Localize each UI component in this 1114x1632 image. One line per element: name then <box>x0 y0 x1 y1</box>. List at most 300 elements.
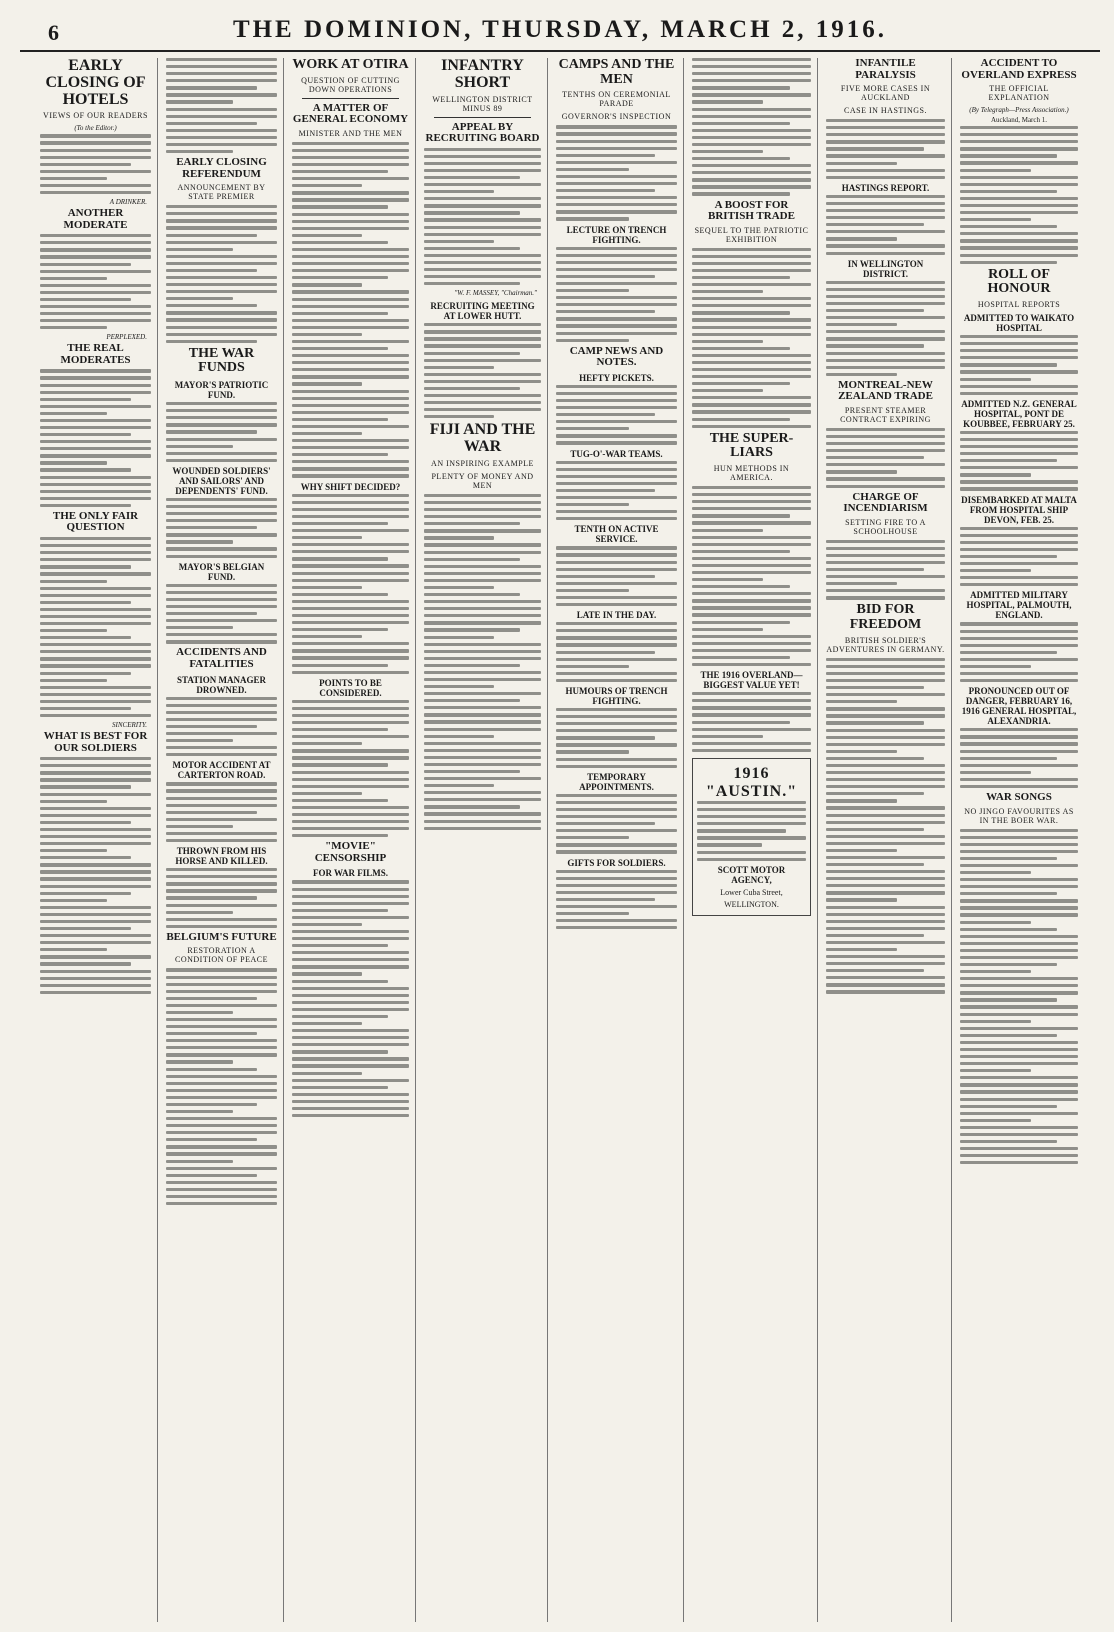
text-line <box>292 319 409 322</box>
text-line <box>556 658 677 661</box>
text-line <box>424 820 541 823</box>
text-line <box>692 347 790 350</box>
headline-soldiers: WHAT IS BEST FOR OUR SOLDIERS <box>43 730 148 754</box>
article-text <box>166 968 277 1205</box>
text-line <box>166 968 277 971</box>
deck-restoration: RESTORATION A CONDITION OF PEACE <box>175 946 268 965</box>
text-line <box>826 435 945 438</box>
text-line <box>166 990 277 993</box>
text-line <box>40 391 151 394</box>
subhead: HASTINGS REPORT. <box>841 182 930 193</box>
text-line <box>292 177 409 180</box>
text-line <box>826 764 945 767</box>
subhead: TUG-O'-WAR TEAMS. <box>570 448 663 459</box>
text-line <box>692 599 811 602</box>
subhead: LECTURE ON TRENCH FIGHTING. <box>566 224 667 245</box>
text-line <box>960 836 1078 839</box>
text-line <box>292 347 388 350</box>
article-text <box>960 527 1078 587</box>
text-line <box>424 515 541 518</box>
text-line <box>166 1004 277 1007</box>
text-line <box>960 785 1078 788</box>
text-line <box>556 829 677 832</box>
text-line <box>424 692 541 695</box>
text-line <box>556 561 677 564</box>
text-line <box>960 991 1078 994</box>
text-line <box>960 452 1078 455</box>
text-line <box>40 170 151 173</box>
text-line <box>166 498 277 501</box>
text-line <box>292 453 388 456</box>
text-line <box>826 891 945 894</box>
text-line <box>960 147 1078 150</box>
text-line <box>960 445 1078 448</box>
text-line <box>166 584 277 587</box>
text-line <box>556 582 677 585</box>
text-line <box>692 649 811 652</box>
text-line <box>292 827 409 830</box>
column-6 <box>692 58 818 1622</box>
headline-fair-question: THE ONLY FAIR QUESTION <box>52 509 139 534</box>
text-line <box>826 216 945 219</box>
text-line <box>826 828 924 831</box>
text-line <box>692 100 763 103</box>
ad-title: 1916 "AUSTIN." <box>705 765 798 801</box>
text-line <box>40 319 151 322</box>
text-line <box>826 693 945 696</box>
text-line <box>826 119 945 122</box>
text-line <box>556 629 677 632</box>
text-line <box>556 475 677 478</box>
text-line <box>166 782 277 785</box>
text-line <box>826 126 945 129</box>
text-line <box>826 337 945 340</box>
text-line <box>692 58 811 61</box>
text-line <box>960 363 1057 366</box>
text-line <box>692 550 790 553</box>
text-line <box>826 470 897 473</box>
text-line <box>424 643 541 646</box>
text-line <box>292 628 388 631</box>
text-line <box>40 440 151 443</box>
text-line <box>166 1110 233 1113</box>
deck-governor: GOVERNOR'S INSPECTION <box>561 112 672 122</box>
text-line <box>292 1050 388 1053</box>
text-line <box>40 270 151 273</box>
text-line <box>692 514 790 517</box>
text-line <box>692 150 763 153</box>
text-line <box>960 169 1031 172</box>
text-line <box>424 621 541 624</box>
text-line <box>826 721 924 724</box>
text-line <box>960 963 1057 966</box>
text-line <box>960 176 1078 179</box>
deck-official: THE OFFICIAL EXPLANATION <box>988 84 1050 103</box>
text-line <box>292 375 409 378</box>
text-line <box>166 438 277 441</box>
text-line <box>40 885 151 888</box>
article-text <box>166 584 277 644</box>
text-line <box>166 248 233 251</box>
to-editor: (To the Editor.) <box>74 124 117 133</box>
text-line <box>960 1005 1078 1008</box>
text-line <box>826 154 945 157</box>
subhead: ADMITTED MILITARY HOSPITAL, PALMOUTH, ENGLAND. <box>966 590 1072 621</box>
article-text <box>166 498 277 558</box>
text-line <box>692 318 811 321</box>
text-line <box>960 431 1078 434</box>
text-line <box>960 1069 1031 1072</box>
text-line <box>166 925 277 928</box>
text-line <box>424 706 541 709</box>
text-line <box>826 906 945 909</box>
text-line <box>960 764 1078 767</box>
text-line <box>692 735 763 738</box>
text-line <box>960 1147 1078 1150</box>
text-line <box>424 607 541 610</box>
text-line <box>960 342 1078 345</box>
text-line <box>292 880 409 883</box>
text-line <box>826 202 945 205</box>
text-line <box>166 983 277 986</box>
article-text <box>292 700 409 838</box>
text-line <box>166 1181 277 1184</box>
text-line <box>692 721 790 724</box>
text-line <box>960 335 1078 338</box>
headline-another-moderate: ANOTHER MODERATE <box>63 207 128 231</box>
text-line <box>424 728 541 731</box>
text-line <box>40 134 151 137</box>
text-line <box>826 962 945 965</box>
text-line <box>826 877 945 880</box>
text-line <box>960 576 1078 579</box>
text-line <box>166 540 233 543</box>
text-line <box>960 949 1078 952</box>
text-line <box>166 129 277 132</box>
text-line <box>40 835 151 838</box>
text-line <box>40 800 107 803</box>
text-line <box>692 157 790 160</box>
text-line <box>292 1043 409 1046</box>
text-line <box>556 510 677 513</box>
text-line <box>556 310 655 313</box>
text-line <box>826 449 945 452</box>
article-text <box>826 428 945 488</box>
text-line <box>292 902 409 905</box>
text-line <box>960 480 1078 483</box>
text-line <box>292 368 409 371</box>
text-line <box>826 898 897 901</box>
text-line <box>692 742 811 745</box>
deck-jingo: NO JINGO FAVOURITES AS IN THE BOER WAR. <box>964 806 1074 825</box>
text-line <box>40 241 151 244</box>
text-line <box>692 86 790 89</box>
article-text <box>826 119 945 179</box>
text-line <box>166 832 277 835</box>
text-line <box>292 579 409 582</box>
text-line <box>292 557 388 560</box>
text-line <box>826 799 897 802</box>
deck-steamer: PRESENT STEAMER CONTRACT EXPIRING <box>840 405 931 424</box>
text-line <box>826 140 945 143</box>
text-line <box>960 583 1078 586</box>
text-line <box>692 713 811 716</box>
text-line <box>40 565 131 568</box>
headline-war-funds: THE WAR FUNDS <box>188 345 255 376</box>
text-line <box>826 252 945 255</box>
text-line <box>960 183 1078 186</box>
text-line <box>424 380 541 383</box>
text-line <box>960 984 1078 987</box>
text-line <box>166 739 233 742</box>
deck-plenty: PLENTY OF MONEY AND MEN <box>431 471 534 490</box>
text-line <box>697 843 762 846</box>
text-line <box>556 489 655 492</box>
text-line <box>166 889 277 892</box>
text-line <box>292 333 362 336</box>
text-line <box>960 665 1031 668</box>
article-text <box>40 234 151 329</box>
text-line <box>826 948 897 951</box>
text-line <box>40 284 151 287</box>
text-line <box>424 636 494 639</box>
text-line <box>166 143 277 146</box>
text-line <box>40 636 131 639</box>
text-line <box>166 459 277 462</box>
article-text <box>40 134 151 194</box>
text-line <box>826 863 924 866</box>
text-line <box>424 742 541 745</box>
text-line <box>692 326 811 329</box>
text-line <box>556 154 655 157</box>
text-line <box>556 427 629 430</box>
text-line <box>166 1075 277 1078</box>
text-line <box>166 1018 277 1021</box>
text-line <box>960 246 1078 249</box>
text-line <box>826 990 945 993</box>
article-text <box>692 692 811 752</box>
text-line <box>556 765 677 768</box>
article-text <box>692 248 811 428</box>
column-2 <box>166 58 284 1622</box>
text-line <box>424 586 494 589</box>
text-line <box>292 170 388 173</box>
text-line <box>556 332 677 335</box>
text-line <box>826 589 945 592</box>
article-text <box>556 794 677 854</box>
subhead: LATE IN THE DAY. <box>576 610 657 621</box>
text-line <box>692 79 811 82</box>
text-line <box>556 261 677 264</box>
text-line <box>556 603 677 606</box>
text-line <box>166 526 257 529</box>
text-line <box>166 1131 277 1134</box>
text-line <box>556 461 677 464</box>
text-line <box>292 529 409 532</box>
text-line <box>556 679 677 682</box>
text-line <box>166 136 277 139</box>
text-line <box>40 447 151 450</box>
text-line <box>166 512 277 515</box>
text-line <box>40 497 151 500</box>
text-line <box>960 349 1078 352</box>
text-line <box>556 919 677 922</box>
text-line <box>556 808 677 811</box>
text-line <box>826 162 897 165</box>
text-line <box>40 544 151 547</box>
text-line <box>960 555 1057 558</box>
text-line <box>166 753 277 756</box>
text-line <box>556 568 677 571</box>
signature: "W. F. MASSEY, "Chairman." <box>454 289 537 298</box>
text-line <box>960 658 1078 661</box>
text-line <box>292 1114 409 1117</box>
text-line <box>40 615 151 618</box>
text-line <box>556 147 677 150</box>
text-line <box>40 657 151 660</box>
text-line <box>826 658 945 661</box>
text-line <box>692 248 811 251</box>
text-line <box>960 1048 1078 1051</box>
deck-tenths: TENTHS ON CEREMONIAL PARADE <box>562 90 671 109</box>
text-line <box>292 707 409 710</box>
text-line <box>166 882 277 885</box>
text-line <box>166 633 277 636</box>
text-line <box>697 822 806 825</box>
text-line <box>40 856 131 859</box>
text-line <box>424 827 541 830</box>
text-line <box>424 387 520 390</box>
subhead: DISEMBARKED AT MALTA FROM HOSPITAL SHIP DEVON, FEB. 25. <box>961 494 1077 525</box>
text-line <box>424 366 494 369</box>
text-line <box>292 756 409 759</box>
text-line <box>40 948 107 951</box>
text-line <box>960 1090 1078 1093</box>
text-line <box>697 836 806 839</box>
text-line <box>166 640 277 643</box>
text-line <box>556 140 677 143</box>
text-line <box>166 212 277 215</box>
text-line <box>40 608 151 611</box>
text-line <box>826 176 945 179</box>
text-line <box>556 891 677 894</box>
text-line <box>292 965 409 968</box>
text-line <box>40 580 107 583</box>
text-line <box>166 1060 233 1063</box>
headline-paralysis: INFANTILE PARALYSIS <box>855 58 916 81</box>
text-line <box>960 672 1078 675</box>
text-line <box>960 644 1078 647</box>
text-line <box>292 785 409 788</box>
article-text <box>40 369 151 507</box>
text-line <box>292 937 409 940</box>
text-line <box>292 792 362 795</box>
text-line <box>166 591 277 594</box>
text-line <box>166 445 233 448</box>
text-line <box>292 248 409 251</box>
text-line <box>292 642 409 645</box>
text-line <box>424 211 520 214</box>
text-line <box>556 905 677 908</box>
text-line <box>556 884 677 887</box>
divider <box>434 117 531 118</box>
text-line <box>166 896 257 899</box>
text-line <box>692 164 811 167</box>
text-line <box>292 283 362 286</box>
text-line <box>166 555 277 558</box>
text-line <box>826 934 924 937</box>
text-line <box>166 804 277 807</box>
text-line <box>692 564 811 567</box>
article-text <box>292 880 409 1117</box>
text-line <box>556 750 629 753</box>
text-line <box>826 757 924 760</box>
text-line <box>960 864 1078 867</box>
text-line <box>292 418 388 421</box>
text-line <box>40 248 151 251</box>
text-line <box>166 626 233 629</box>
text-line <box>424 812 541 815</box>
text-line <box>826 244 945 247</box>
text-line <box>292 994 409 997</box>
text-line <box>960 1098 1078 1101</box>
text-line <box>424 678 541 681</box>
masthead <box>20 6 1100 52</box>
text-line <box>826 976 945 979</box>
text-line <box>292 987 409 990</box>
deck-hospital: HOSPITAL REPORTS <box>977 300 1061 310</box>
text-line <box>692 571 811 574</box>
text-line <box>40 572 151 575</box>
text-line <box>292 326 409 329</box>
text-line <box>292 340 409 343</box>
subhead: RECRUITING MEETING AT LOWER HUTT. <box>430 301 535 322</box>
text-line <box>692 122 790 125</box>
text-line <box>292 298 409 301</box>
text-line <box>692 578 763 581</box>
text-line <box>960 1020 1031 1023</box>
text-line <box>424 579 541 582</box>
text-line <box>826 359 945 362</box>
text-line <box>166 122 257 125</box>
text-line <box>292 361 409 364</box>
text-line <box>692 171 811 174</box>
text-line <box>166 150 233 153</box>
text-line <box>166 340 257 343</box>
text-line <box>556 575 655 578</box>
text-line <box>40 913 151 916</box>
text-line <box>556 801 677 804</box>
text-line <box>40 785 131 788</box>
text-line <box>424 282 520 285</box>
text-line <box>40 156 151 159</box>
text-line <box>166 86 257 89</box>
subhead: PRONOUNCED OUT OF DANGER, FEBRUARY 16, 1916 GENERAL HOSPITAL, ALEXANDRIA. <box>961 686 1077 727</box>
text-line <box>826 169 945 172</box>
text-line <box>826 870 945 873</box>
text-line <box>826 821 945 824</box>
text-line <box>960 569 1031 572</box>
text-line <box>166 1117 277 1120</box>
text-line <box>424 359 541 362</box>
text-line <box>292 888 409 891</box>
text-line <box>960 562 1078 565</box>
text-line <box>556 815 677 818</box>
text-line <box>166 1032 257 1035</box>
text-line <box>40 177 107 180</box>
article-text <box>166 205 277 343</box>
text-line <box>826 884 945 887</box>
